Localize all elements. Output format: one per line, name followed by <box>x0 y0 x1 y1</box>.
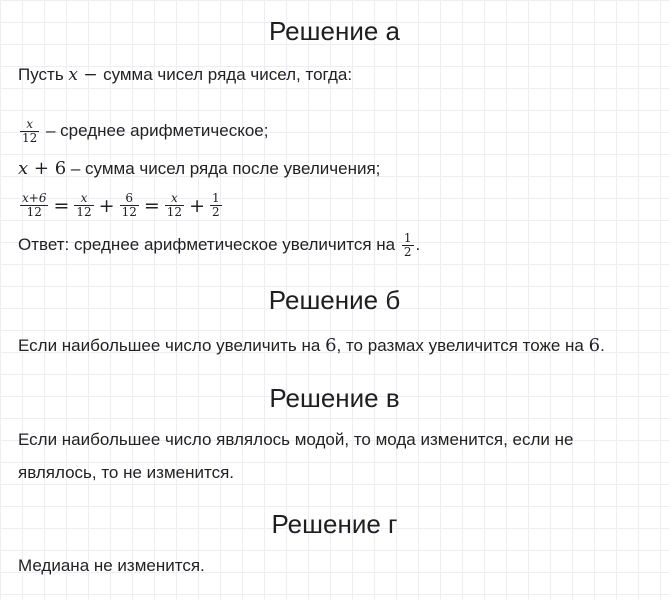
paragraph-median: Медиана не изменится. <box>18 556 205 575</box>
text-sum-after: – сумма чисел ряда после увеличения; <box>66 159 381 178</box>
equals-symbol: = <box>143 194 160 217</box>
fraction-6-over-12 <box>120 192 139 219</box>
fraction-x-over-12 <box>165 192 184 219</box>
paragraph-let-x <box>18 63 659 87</box>
fraction-numerator: x+6 <box>22 191 47 205</box>
fraction-numerator: x <box>165 192 184 206</box>
fraction-numerator: x <box>74 192 93 206</box>
fraction-denominator: 2 <box>403 245 412 259</box>
paragraph-sum-after <box>18 157 659 181</box>
plus-symbol: + <box>98 194 115 217</box>
text-range-part2: , то размах увеличится тоже на <box>336 336 589 355</box>
paragraph-answer <box>18 232 659 259</box>
dash-symbol: − <box>78 65 104 85</box>
fraction-denominator: 2 <box>212 205 220 219</box>
number-six: 6 <box>588 335 601 356</box>
plus-symbol: + <box>28 158 55 179</box>
variable-x: x <box>68 65 78 85</box>
paragraph-mode-line2: являлось, то не изменится. <box>18 463 235 482</box>
equals-symbol: = <box>53 194 70 217</box>
fraction-numerator: 1 <box>403 231 412 245</box>
text-range-part1: Если наибольшее число увеличить на <box>18 336 326 355</box>
answer-period: . <box>415 234 421 254</box>
text-mean: – среднее арифметическое; <box>41 120 269 140</box>
fraction-numerator: 6 <box>120 192 139 206</box>
fraction-x-plus-6-over-12 <box>20 192 48 219</box>
heading-solution-a: Решение а <box>268 16 400 46</box>
fraction-denominator: 12 <box>22 131 38 145</box>
text-answer: Ответ: среднее арифметическое увеличится на <box>18 234 400 254</box>
fraction-denominator: 12 <box>166 205 183 219</box>
fraction-numerator: x <box>20 118 39 132</box>
paragraph-mean-definition <box>18 118 659 145</box>
text-range-end: . <box>600 336 605 355</box>
fraction-x-over-12 <box>20 118 39 145</box>
heading-solution-g: Решение г <box>271 509 398 539</box>
paragraph-range <box>18 334 659 358</box>
number-six: 6 <box>54 158 67 179</box>
heading-solution-v: Решение в <box>269 383 400 413</box>
fraction-denominator: 12 <box>26 205 42 219</box>
fraction-denominator: 12 <box>76 205 92 219</box>
plus-symbol: + <box>189 194 205 217</box>
variable-x: x <box>18 158 29 179</box>
number-six: 6 <box>325 335 337 356</box>
text-let: Пусть <box>18 65 69 84</box>
heading-solution-b: Решение б <box>268 285 401 315</box>
fraction-1-over-2 <box>402 232 414 259</box>
fraction-denominator: 12 <box>121 205 137 219</box>
paragraph-mode-line1: Если наибольшее число являлось модой, то мода изменится, если не <box>18 430 574 449</box>
text-sum-definition: сумма чисел ряда чисел, тогда: <box>103 65 353 84</box>
fraction-x-over-12 <box>74 192 93 219</box>
fraction-1-over-2 <box>210 192 222 219</box>
fraction-numerator: 1 <box>212 191 220 205</box>
equation-row <box>18 192 659 219</box>
